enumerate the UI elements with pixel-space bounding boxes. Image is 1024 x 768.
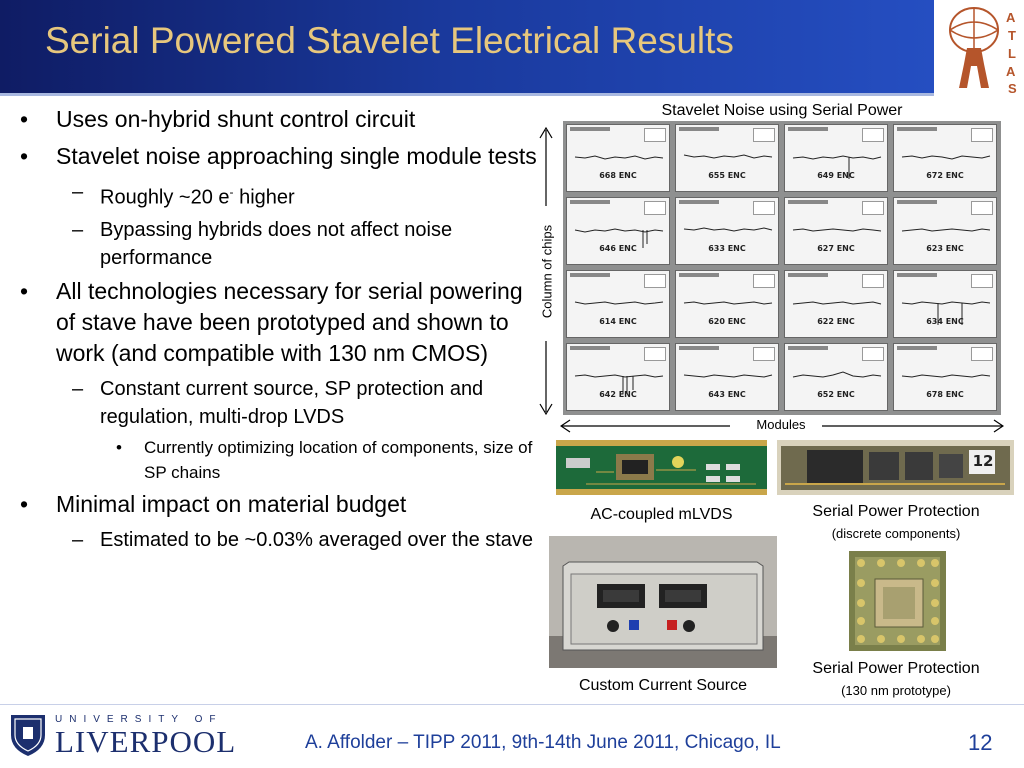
university-line: UNIVERSITY OF bbox=[55, 714, 223, 725]
bullet-marker: • bbox=[116, 437, 122, 457]
noise-panel bbox=[784, 343, 888, 411]
noise-plot-grid bbox=[563, 121, 1001, 415]
university-name: LIVERPOOL bbox=[55, 724, 237, 759]
enc-value: 655 ENC bbox=[708, 171, 746, 180]
bullet-marker: • bbox=[20, 143, 29, 169]
noise-panel bbox=[675, 343, 779, 411]
superscript: - bbox=[229, 185, 234, 199]
noise-panel bbox=[784, 270, 888, 338]
title-bar-rule bbox=[0, 93, 1024, 96]
enc-value: 678 ENC bbox=[926, 390, 964, 399]
noise-panel bbox=[675, 270, 779, 338]
ac-coupled-board-photo bbox=[556, 440, 767, 495]
svg-text:S: S bbox=[1008, 81, 1017, 96]
noise-panel bbox=[566, 124, 670, 192]
caption-sp-discrete: Serial Power Protection bbox=[812, 503, 980, 520]
current-source-photo bbox=[549, 536, 777, 668]
enc-value: 633 ENC bbox=[708, 244, 746, 253]
bullet-marker: • bbox=[20, 106, 29, 132]
sub-bullet-item bbox=[18, 375, 548, 431]
enc-value: 627 ENC bbox=[817, 244, 855, 253]
enc-value: 642 ENC bbox=[599, 390, 637, 399]
sub-bullet-text: Estimated to be ~0.03% averaged over the stave bbox=[100, 528, 534, 551]
bullet-list bbox=[18, 104, 548, 558]
dash-marker: – bbox=[72, 528, 84, 551]
caption-sp-discrete-sub: (discrete components) bbox=[831, 526, 961, 541]
atlas-logo bbox=[934, 0, 1024, 96]
sub-bullet-item bbox=[18, 526, 548, 554]
sub-bullet-text: Constant current source, SP protection and regulation, multi-drop LVDS bbox=[100, 377, 484, 428]
bullet-item bbox=[18, 104, 548, 135]
bullet-text: Minimal impact on material budget bbox=[56, 490, 407, 517]
bullet-text: Uses on-hybrid shunt control circuit bbox=[56, 106, 416, 132]
noise-panel bbox=[566, 197, 670, 265]
board-label: 12 bbox=[972, 452, 994, 470]
y-axis-label: Column of chips bbox=[539, 224, 555, 319]
page-number: 12 bbox=[968, 730, 993, 755]
noise-panel bbox=[893, 343, 997, 411]
sub-bullet-text: higher bbox=[233, 186, 295, 209]
sub-bullet-item bbox=[18, 216, 548, 272]
noise-panel bbox=[566, 270, 670, 338]
caption-current-source: Custom Current Source bbox=[578, 677, 748, 694]
bullet-item bbox=[18, 141, 548, 172]
enc-value: 646 ENC bbox=[599, 244, 637, 253]
enc-value: 672 ENC bbox=[926, 171, 964, 180]
noise-panel bbox=[893, 197, 997, 265]
slide-title: Serial Powered Stavelet Electrical Results bbox=[45, 20, 734, 61]
sub-sub-bullet-text: Currently optimizing location of components, size of SP chains bbox=[144, 437, 533, 482]
caption-ac-coupled: AC-coupled mLVDS bbox=[590, 506, 733, 523]
enc-value: 620 ENC bbox=[708, 317, 746, 326]
noise-panel bbox=[893, 124, 997, 192]
footer-citation: A. Affolder – TIPP 2011, 9th-14th June 2011, Chicago, IL bbox=[305, 732, 781, 753]
enc-value: 668 ENC bbox=[599, 171, 637, 180]
sub-sub-bullet-item bbox=[18, 435, 548, 485]
caption-sp-130nm-sub: (130 nm prototype) bbox=[841, 683, 951, 698]
noise-panel bbox=[675, 197, 779, 265]
bullet-item bbox=[18, 489, 548, 520]
sub-bullet-text: Roughly ~20 e bbox=[100, 186, 230, 209]
bullet-marker: • bbox=[20, 277, 29, 304]
sub-bullet-item bbox=[18, 178, 548, 212]
enc-value: 643 ENC bbox=[708, 390, 746, 399]
noise-panel bbox=[784, 197, 888, 265]
enc-value: 614 ENC bbox=[599, 317, 637, 326]
bullet-marker: • bbox=[20, 490, 29, 517]
liverpool-crest-icon bbox=[9, 713, 47, 757]
x-axis-label: Modules bbox=[756, 417, 806, 432]
svg-text:A: A bbox=[1006, 64, 1016, 79]
sub-bullet-text: Bypassing hybrids does not affect noise performance bbox=[100, 218, 453, 269]
enc-value: 623 ENC bbox=[926, 244, 964, 253]
noise-panel bbox=[784, 124, 888, 192]
enc-value: 652 ENC bbox=[817, 390, 855, 399]
sp-130nm-chip-photo bbox=[849, 551, 946, 651]
svg-text:L: L bbox=[1008, 46, 1016, 61]
dash-marker: – bbox=[72, 377, 84, 400]
caption-sp-130nm: Serial Power Protection bbox=[812, 660, 980, 677]
footer-rule bbox=[0, 704, 1024, 705]
dash-marker: – bbox=[72, 218, 84, 241]
bullet-text: Stavelet noise approaching single module tests bbox=[56, 143, 537, 169]
noise-panel bbox=[566, 343, 670, 411]
bullet-text: All technologies necessary for serial powering of stave have been prototyped and shown to work (and compatible with 130 nm CMOS) bbox=[56, 277, 523, 366]
svg-text:A: A bbox=[1006, 10, 1016, 25]
noise-panel bbox=[893, 270, 997, 338]
enc-value: 622 ENC bbox=[817, 317, 855, 326]
bullet-item bbox=[18, 276, 548, 369]
enc-value: 649 ENC bbox=[817, 171, 855, 180]
noise-panel bbox=[675, 124, 779, 192]
sp-discrete-board-photo bbox=[777, 440, 1014, 495]
enc-value: 634 ENC bbox=[926, 317, 964, 326]
svg-text:T: T bbox=[1008, 28, 1016, 43]
dash-marker: – bbox=[72, 181, 84, 203]
figure-title: Stavelet Noise using Serial Power bbox=[661, 102, 903, 119]
